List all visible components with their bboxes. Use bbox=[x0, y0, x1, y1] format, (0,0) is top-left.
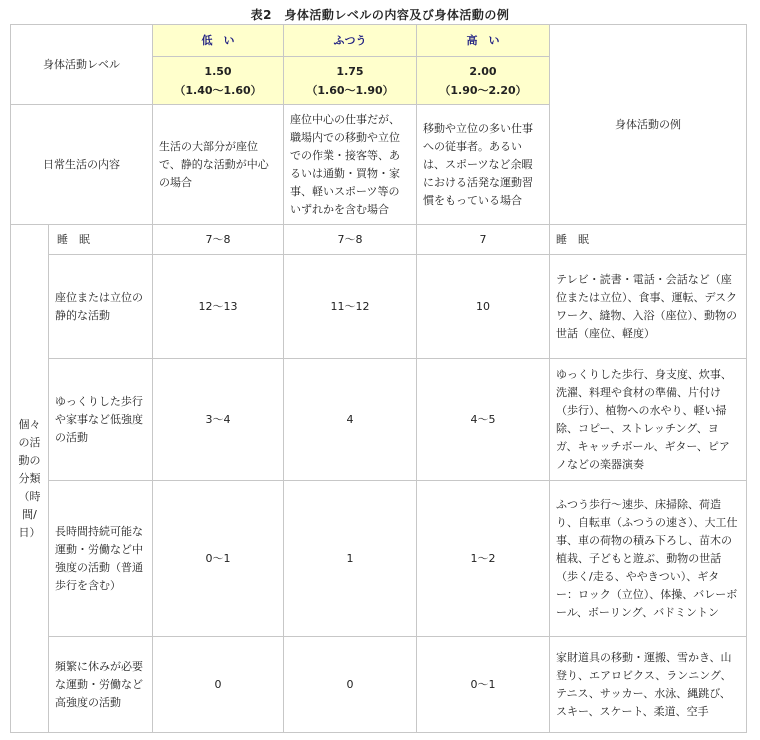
activity-high: 4〜5 bbox=[417, 359, 550, 481]
daily-low: 生活の大部分が座位で、静的な活動が中心の場合 bbox=[153, 105, 284, 225]
activity-example: テレビ・読書・電話・会話など（座位または立位）、食事、運転、デスクワーク、縫物、入浴（座位）、動物の世話（座位、軽度） bbox=[550, 255, 747, 359]
level-mid-value: 1.75 （1.60〜1.90） bbox=[284, 57, 417, 105]
activity-example: ゆっくりした歩行、身支度、炊事、洗濯、料理や食材の準備、片付け（歩行）、植物への水やり、軽い掃除、コピー、ストレッチング、ヨガ、キャッチボール、ギター、ピアノなどの楽器演奏 bbox=[550, 359, 747, 481]
activity-example: 家財道具の移動・運搬、雪かき、山登り、エアロビクス、ランニング、テニス、サッカー、水泳、縄跳び、スキー、スケート、柔道、空手 bbox=[550, 637, 747, 733]
activity-name: ゆっくりした歩行や家事など低強度の活動 bbox=[49, 359, 153, 481]
activity-high: 10 bbox=[417, 255, 550, 359]
activity-low: 3〜4 bbox=[153, 359, 284, 481]
activity-name: 頻繁に休みが必要な運動・労働など高強度の活動 bbox=[49, 637, 153, 733]
activity-name: 座位または立位の静的な活動 bbox=[49, 255, 153, 359]
level-high-header: 高 い bbox=[417, 25, 550, 57]
level-mid-header: ふつう bbox=[284, 25, 417, 57]
daily-mid: 座位中心の仕事だが、職場内での移動や立位での作業・接客等、あるいは通勤・買物・家事、軽いスポーツ等のいずれかを含む場合 bbox=[284, 105, 417, 225]
activity-mid: 11〜12 bbox=[284, 255, 417, 359]
page-title: 表2 身体活動レベルの内容及び身体活動の例 bbox=[250, 8, 510, 22]
activity-name: 長時間持続可能な運動・労働など中強度の活動（普通歩行を含む） bbox=[49, 481, 153, 637]
daily-high: 移動や立位の多い仕事への従事者。あるいは、スポーツなど余暇における活発な運動習慣をもっている場合 bbox=[417, 105, 550, 225]
activity-name: 睡 眠 bbox=[49, 225, 153, 255]
activity-low: 0〜1 bbox=[153, 481, 284, 637]
activity-mid: 7〜8 bbox=[284, 225, 417, 255]
activity-example: 睡 眠 bbox=[550, 225, 747, 255]
level-row-label: 身体活動レベル bbox=[11, 25, 153, 105]
daily-life-label: 日常生活の内容 bbox=[11, 105, 153, 225]
activity-high: 1〜2 bbox=[417, 481, 550, 637]
level-high-value: 2.00 （1.90〜2.20） bbox=[417, 57, 550, 105]
level-low-value: 1.50 （1.40〜1.60） bbox=[153, 57, 284, 105]
activity-low: 0 bbox=[153, 637, 284, 733]
category-label: 個々 の活 動の 分類 （時 間/ 日） bbox=[11, 225, 49, 733]
activity-high: 0〜1 bbox=[417, 637, 550, 733]
activity-mid: 4 bbox=[284, 359, 417, 481]
level-low-header: 低 い bbox=[153, 25, 284, 57]
activity-low: 12〜13 bbox=[153, 255, 284, 359]
activity-example: ふつう歩行〜速歩、床掃除、荷造り、自転車（ふつうの速さ）、大工仕事、車の荷物の積み下ろし、苗木の植栽、子どもと遊ぶ、動物の世話（歩く/走る、ややきつい）、ギター：ロック（立位）、体操、バレーボール、ボーリング、バドミントン bbox=[550, 481, 747, 637]
examples-header: 身体活動の例 bbox=[550, 25, 747, 225]
activity-high: 7 bbox=[417, 225, 550, 255]
activity-level-table bbox=[10, 24, 747, 733]
activity-low: 7〜8 bbox=[153, 225, 284, 255]
activity-mid: 0 bbox=[284, 637, 417, 733]
activity-mid: 1 bbox=[284, 481, 417, 637]
